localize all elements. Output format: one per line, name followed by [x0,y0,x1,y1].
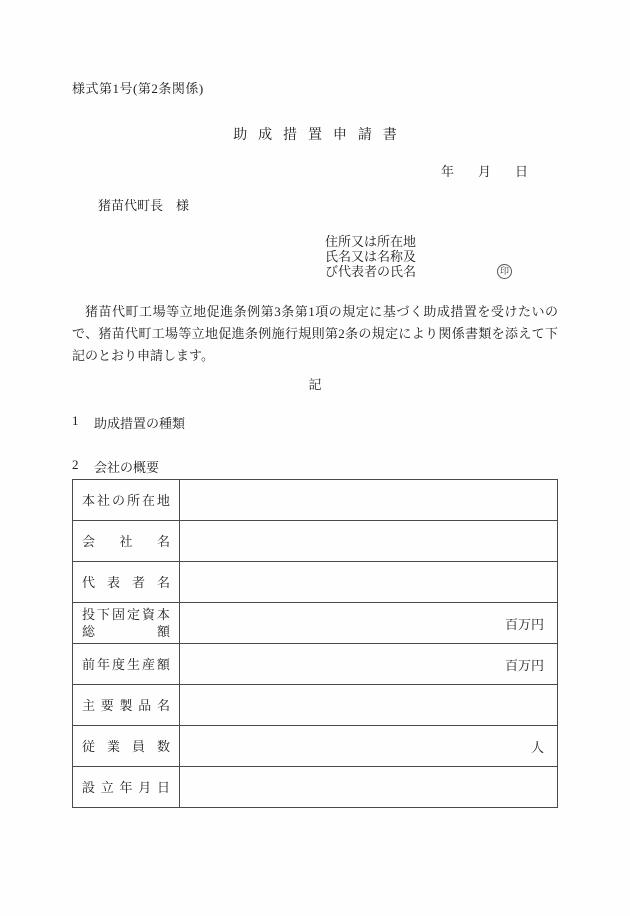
row-label: 主 要 製 品 名 [73,685,180,726]
value-cell [180,480,558,521]
section-heading-2 [72,457,558,476]
section-1-number: 1 [72,413,79,428]
table-row-employee-count [73,726,558,767]
value-cell [180,726,558,767]
month-label: 月 [477,164,491,179]
value-cell [180,767,558,808]
unit-label: 百万円 [504,616,544,632]
body-paragraph: 猪苗代町工場等立地促進条例第3条第1項の規定に基づく助成措置を受けたいので、猪苗代町工場等立地促進条例施行規則第2条の規定により関係書類を添えて下記のとおり申請します。 [72,304,558,363]
addressee: 猪苗代町長 様 [98,198,190,213]
sender-address-label: 住所又は所在地 [325,234,417,249]
value-cell [180,521,558,562]
row-label: 代 表 者 名 [73,562,180,603]
sender-name-label-line1: 氏名又は名称及 [325,249,417,264]
section-2-number: 2 [72,457,79,472]
row-label: 従 業 員 数 [73,726,180,767]
table-row-invested-fixed-capital [73,603,558,644]
row-label: 投 下 固 定 資 本 総 額 [73,603,180,644]
row-label: 前 年 度 生 産 額 [73,644,180,685]
company-overview-table [72,479,558,808]
row-label: 本 社 の 所 在 地 [73,480,180,521]
record-marker: 記 [308,377,322,392]
sender-block [325,234,515,279]
section-2-title: 会社の概要 [94,460,160,475]
row-label: 設 立 年 月 日 [73,767,180,808]
table-row-head-office [73,480,558,521]
seal-stamp-icon: 印 [497,264,512,279]
unit-label: 百万円 [504,657,544,673]
section-1-title: 助成措置の種類 [94,416,186,431]
table-row-establishment-date [73,767,558,808]
day-label: 日 [514,164,528,179]
form-number: 様式第1号(第2条関係) [72,81,204,96]
table-row-company-name [73,521,558,562]
section-heading-1 [72,413,558,432]
date-line [72,161,558,180]
table-row-main-products [73,685,558,726]
unit-label: 人 [530,739,544,755]
value-cell [180,685,558,726]
table-row-previous-year-production [73,644,558,685]
sender-name-label-line2: び代表者の氏名 [325,264,417,279]
year-label: 年 [440,164,454,179]
value-cell [180,644,558,685]
value-cell [180,562,558,603]
page-title: 助成措置申請書 [233,128,408,143]
table-row-representative-name [73,562,558,603]
value-cell [180,603,558,644]
row-label: 会 社 名 [73,521,180,562]
